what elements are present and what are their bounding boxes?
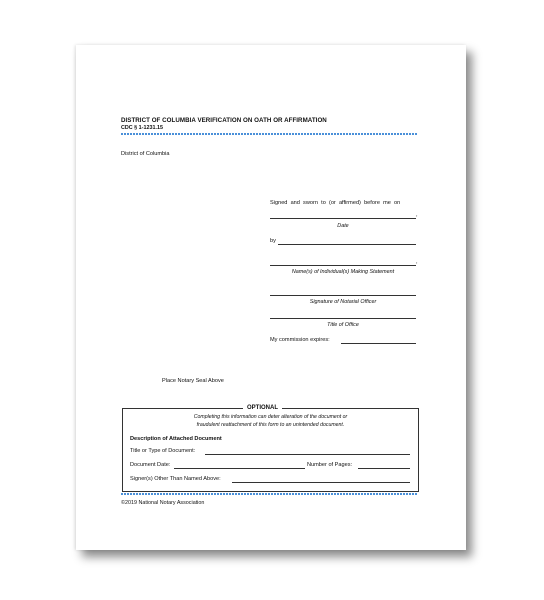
by-line[interactable] [278,244,416,245]
signature-caption: Signature of Notarial Officer [309,299,377,305]
title-caption: Title of Office [327,322,359,328]
document-date-line[interactable] [174,468,305,469]
form-title: DISTRICT OF COLUMBIA VERIFICATION ON OATH OR AFFIRMATION [121,117,327,124]
optional-note-line1: Completing this information can deter alteration of the document or [193,414,348,420]
comma: , [416,212,418,218]
venue: District of Columbia [121,151,170,157]
commission-label: My commission expires: [270,337,330,343]
sworn-statement: Signed and sworn to (or affirmed) before me on [270,200,401,206]
statute-code: CDC § 1-1231.15 [121,125,163,131]
signers-line[interactable] [232,482,410,483]
names-caption: Name(s) of Individual(s) Making Statement [291,269,395,275]
signers-label: Signer(s) Other Than Named Above: [130,476,221,482]
bottom-dotted-rule [121,493,418,495]
by-label: by [270,238,276,244]
description-heading: Description of Attached Document [130,436,222,442]
pages-line[interactable] [358,468,410,469]
top-dotted-rule [121,133,418,135]
title-line[interactable] [270,318,416,319]
optional-section [122,405,419,492]
date-line[interactable] [270,218,416,219]
title-type-line[interactable] [205,454,410,455]
names-line[interactable] [270,265,416,266]
document-date-label: Document Date: [130,462,171,468]
comma: , [416,259,418,265]
pages-label: Number of Pages: [307,462,353,468]
seal-label: Place Notary Seal Above [162,378,224,384]
commission-line[interactable] [341,343,416,344]
copyright: ©2019 National Notary Association [121,500,205,506]
document-page [76,45,466,550]
optional-heading: OPTIONAL [243,405,282,411]
optional-note-line2: fraudulent reattachment of this form to an unintended document. [196,422,345,428]
signature-line[interactable] [270,295,416,296]
title-type-label: Title or Type of Document: [130,448,196,454]
date-caption: Date [337,223,349,229]
